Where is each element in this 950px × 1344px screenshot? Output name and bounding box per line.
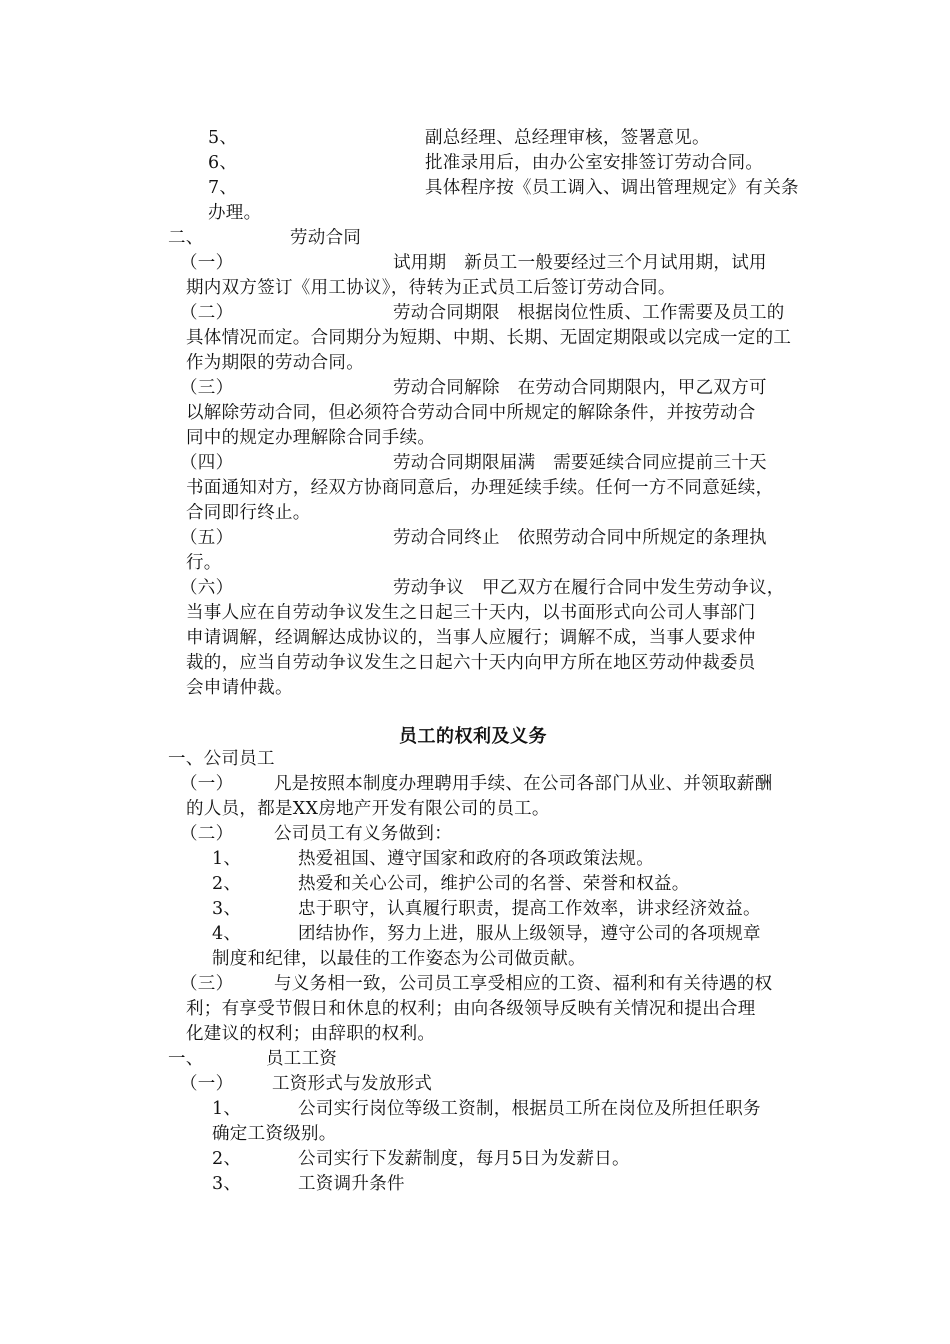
contract-item-4-line: 合同即行终止。 xyxy=(186,503,311,523)
contract-item-3-line: 同中的规定办理解除合同手续。 xyxy=(186,428,436,448)
wage-item-text: 公司实行下发薪制度，每月5日为发薪日。 xyxy=(298,1149,630,1169)
contract-item-4-line: 书面通知对方，经双方协商同意后，办理延续手续。任何一方不同意延续， xyxy=(186,478,774,498)
duty-item-text: 热爱和关心公司，维护公司的名誉、荣誉和权益。 xyxy=(298,874,690,894)
wage-item-number: 1、 xyxy=(212,1099,242,1119)
rights-p2-text: 公司员工有义务做到： xyxy=(274,824,452,844)
contract-item-1-text: 试用期 新员工一般要经过三个月试用期，试用 xyxy=(393,253,767,273)
contract-item-2-line: 具体情况而定。合同期分为短期、中期、长期、无固定期限或以完成一定的工 xyxy=(186,328,792,348)
duty-item-text: 忠于职守，认真履行职责，提高工作效率，讲求经济效益。 xyxy=(298,899,761,919)
wage-item-text: 工资调升条件 xyxy=(298,1174,405,1194)
item-6-text: 批准录用后，由办公室安排签订劳动合同。 xyxy=(425,153,764,173)
wages-sub-heading: 工资形式与发放形式 xyxy=(272,1074,433,1094)
section-heading-contract: 劳动合同 xyxy=(290,228,362,248)
duty-item-4-continuation: 制度和纪律，以最佳的工作姿态为公司做贡献。 xyxy=(212,949,586,969)
section-heading-number: 一、 xyxy=(168,1049,204,1069)
contract-item-6-line: 裁的，应当自劳动争议发生之日起六十天内向甲方所在地区劳动仲裁委员 xyxy=(186,653,756,673)
contract-item-5-text: 劳动合同终止 依照劳动合同中所规定的条理执 xyxy=(393,528,767,548)
contract-item-1-line: 期内双方签订《用工协议》，待转为正式员工后签订劳动合同。 xyxy=(186,278,676,298)
rights-p3-line: 利；有享受节假日和休息的权利；由向各级领导反映有关情况和提出合理 xyxy=(186,999,756,1019)
contract-item-6-line: 当事人应在自劳动争议发生之日起三十天内，以书面形式向公司人事部门 xyxy=(186,603,756,623)
rights-p3-line: 化建议的权利；由辞职的权利。 xyxy=(186,1024,436,1044)
item-7-text: 具体程序按《员工调入、调出管理规定》有关条 xyxy=(425,178,799,198)
rights-p2-number: （二） xyxy=(180,824,234,844)
contract-item-3-line: 以解除劳动合同，但必须符合劳动合同中所规定的解除条件，并按劳动合 xyxy=(186,403,756,423)
contract-item-6-number: （六） xyxy=(180,578,234,598)
duty-item-number: 2、 xyxy=(212,874,242,894)
item-7-continuation: 办理。 xyxy=(208,203,262,223)
contract-item-2-number: （二） xyxy=(180,303,234,323)
duty-item-number: 1、 xyxy=(212,849,242,869)
item-5-number: 5、 xyxy=(208,128,238,148)
section-heading-employees: 一、公司员工 xyxy=(168,749,275,769)
duty-item-number: 4、 xyxy=(212,924,242,944)
wage-item-text: 公司实行岗位等级工资制，根据员工所在岗位及所担任职务 xyxy=(298,1099,761,1119)
contract-item-4-text: 劳动合同期限届满 需要延续合同应提前三十天 xyxy=(393,453,767,473)
wage-item-continuation: 确定工资级别。 xyxy=(212,1124,337,1144)
contract-item-5-number: （五） xyxy=(180,528,234,548)
rights-p3-text: 与义务相一致，公司员工享受相应的工资、福利和有关待遇的权 xyxy=(274,974,773,994)
wage-item-number: 2、 xyxy=(212,1149,242,1169)
duty-item-text: 热爱祖国、遵守国家和政府的各项政策法规。 xyxy=(298,849,654,869)
section-heading-wages: 员工工资 xyxy=(266,1049,338,1069)
duty-item-text: 团结协作，努力上进，服从上级领导，遵守公司的各项规章 xyxy=(298,924,761,944)
rights-p1-continuation: 的人员，都是XX房地产开发有限公司的员工。 xyxy=(186,799,550,819)
contract-item-3-number: （三） xyxy=(180,378,234,398)
contract-item-4-number: （四） xyxy=(180,453,234,473)
contract-item-6-line: 会申请仲裁。 xyxy=(186,678,293,698)
contract-item-5-line: 行。 xyxy=(186,553,222,573)
item-7-number: 7、 xyxy=(208,178,238,198)
contract-item-6-text: 劳动争议 甲乙双方在履行合同中发生劳动争议， xyxy=(393,578,785,598)
contract-item-3-text: 劳动合同解除 在劳动合同期限内，甲乙双方可 xyxy=(393,378,767,398)
contract-item-2-text: 劳动合同期限 根据岗位性质、工作需要及员工的 xyxy=(393,303,785,323)
page-title: 员工的权利及义务 xyxy=(399,726,547,747)
rights-p1-number: （一） xyxy=(180,774,234,794)
contract-item-6-line: 申请调解，经调解达成协议的，当事人应履行；调解不成，当事人要求仲 xyxy=(186,628,756,648)
wage-item-number: 3、 xyxy=(212,1174,242,1194)
item-5-text: 副总经理、总经理审核，签署意见。 xyxy=(425,128,710,148)
rights-p3-number: （三） xyxy=(180,974,234,994)
rights-p1-text: 凡是按照本制度办理聘用手续、在公司各部门从业、并领取薪酬 xyxy=(274,774,773,794)
wages-sub-number: （一） xyxy=(180,1074,234,1094)
contract-item-1-number: （一） xyxy=(180,253,234,273)
contract-item-2-line: 作为期限的劳动合同。 xyxy=(186,353,364,373)
section-heading-number: 二、 xyxy=(168,228,204,248)
item-6-number: 6、 xyxy=(208,153,238,173)
duty-item-number: 3、 xyxy=(212,899,242,919)
